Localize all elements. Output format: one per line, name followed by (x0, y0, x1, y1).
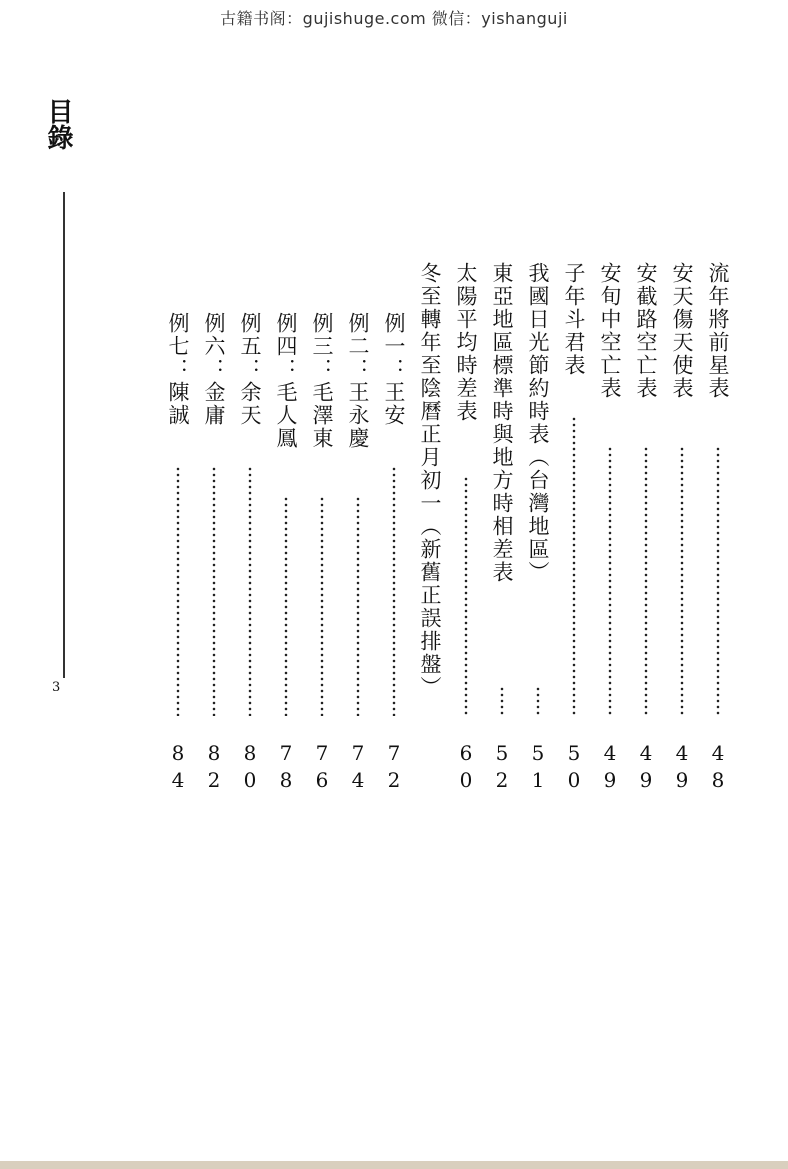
toc-entry-page: 60 (454, 741, 478, 795)
toc-leader-dots (284, 496, 288, 716)
toc-entry-page: 80 (238, 741, 262, 795)
toc-leader-dots (320, 496, 324, 716)
toc-entry-page: 50 (562, 741, 586, 795)
toc-entry-page: 48 (706, 741, 730, 795)
toc-entry-page: 49 (598, 741, 622, 795)
toc-entry-title: 安旬中空亡表 (598, 262, 622, 400)
toc-entry-page: 76 (310, 741, 334, 795)
toc-entry-title: 太陽平均時差表 (454, 262, 478, 423)
toc-entry-title: 子年斗君表 (562, 262, 586, 377)
toc-entry-title: 例六：金庸 (202, 312, 226, 427)
toc-entry-title: 流年將前星表 (706, 262, 730, 400)
page-number: 3 (52, 680, 61, 695)
toc-entry-page: 72 (382, 741, 406, 795)
toc-entry-title: 例一：王安 (382, 312, 406, 427)
toc-entry-title: 例四：毛人鳳 (274, 312, 298, 450)
toc-leader-dots (644, 446, 648, 716)
toc-entry-page: 51 (526, 741, 550, 795)
watermark-text: 古籍书阁：gujishuge.com 微信：yishanguji (220, 9, 568, 28)
toc-leader-dots (608, 446, 612, 716)
toc-entry-title: 例三：毛澤東 (310, 312, 334, 450)
toc-leader-dots (248, 466, 252, 716)
toc-entry-page: 82 (202, 741, 226, 795)
toc-entry-title: 例七：陳誠 (166, 312, 190, 427)
toc-entry-page: 74 (346, 741, 370, 795)
page-title: 目錄 (43, 98, 73, 150)
toc-entry-page: 52 (490, 741, 514, 795)
toc-leader-dots (572, 416, 576, 716)
toc-entry-title: 冬至轉年至陰曆正月初一（新舊正誤排盤） (418, 262, 442, 699)
toc-leader-dots (500, 686, 504, 716)
title-divider (63, 192, 65, 678)
toc-entry-title: 安截路空亡表 (634, 262, 658, 400)
page-edge (0, 1161, 788, 1169)
toc-entry-page: 78 (274, 741, 298, 795)
toc-leader-dots (464, 476, 468, 716)
toc-entry-title: 我國日光節約時表（台灣地區） (526, 262, 550, 584)
toc-entry-page: 49 (634, 741, 658, 795)
toc-leader-dots (356, 496, 360, 716)
toc-entry-title: 例五：余天 (238, 312, 262, 427)
toc-entry-title: 例二：王永慶 (346, 312, 370, 450)
toc-leader-dots (212, 466, 216, 716)
toc-leader-dots (680, 446, 684, 716)
toc-entry-page: 84 (166, 741, 190, 795)
toc-entry-title: 安天傷天使表 (670, 262, 694, 400)
toc-entry-page: 49 (670, 741, 694, 795)
toc-leader-dots (176, 466, 180, 716)
toc-entry-title: 東亞地區標準時與地方時相差表 (490, 262, 514, 584)
toc-leader-dots (536, 686, 540, 716)
toc-leader-dots (716, 446, 720, 716)
toc-leader-dots (392, 466, 396, 716)
